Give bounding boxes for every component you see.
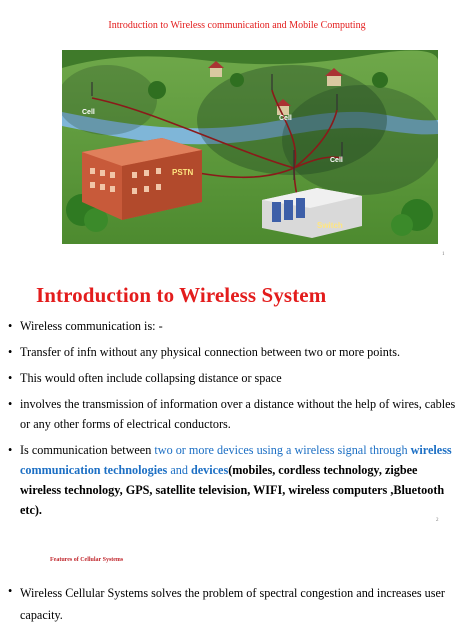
list-item: • Wireless communication is: - [8, 316, 460, 336]
bullet-icon: • [8, 345, 13, 359]
list-item: • involves the transmission of information over a distance without the help of wires, cables or any other forms of electrical conductors. [8, 394, 460, 434]
list-item: • Is communication between two or more devices using a wireless signal through wireless communication technologies and devices(mobiles, cordless technology, zigbee wireless technology, GPS, satellite television, WIFI, wireless computers ,Bluetooth etc). [8, 440, 460, 520]
bullet-icon: • [8, 443, 13, 457]
list-item: • This would often include collapsing distance or space [8, 368, 460, 388]
cell-label-1: Cell [82, 109, 95, 116]
list-item: • Transfer of infn without any physical connection between two or more points. [8, 342, 460, 362]
features-bullet-list [8, 582, 460, 626]
switch-label: Switch [317, 221, 343, 230]
section-title: Introduction to Wireless System [36, 283, 327, 307]
intro-bullet-list [8, 316, 460, 526]
features-title: Features of Cellular Systems [50, 557, 124, 563]
cell-coverage-area-2 [282, 85, 438, 195]
page-number-2: 2 [436, 518, 439, 523]
bullet-icon: • [8, 371, 13, 385]
page-header: Introduction to Wireless communication and Mobile Computing [108, 20, 366, 31]
wireless-network-illustration [62, 50, 438, 244]
bullet-icon: • [8, 319, 13, 333]
page-number-1: 1 [442, 252, 445, 257]
bullet-icon: • [8, 584, 13, 598]
cell-label-2: Cell [279, 115, 292, 122]
bullet-icon: • [8, 397, 13, 411]
cell-label-3: Cell [330, 157, 343, 164]
pstn-label: PSTN [172, 168, 194, 177]
list-item: • Wireless Cellular Systems solves the problem of spectral congestion and increases user capacity. [8, 582, 460, 626]
